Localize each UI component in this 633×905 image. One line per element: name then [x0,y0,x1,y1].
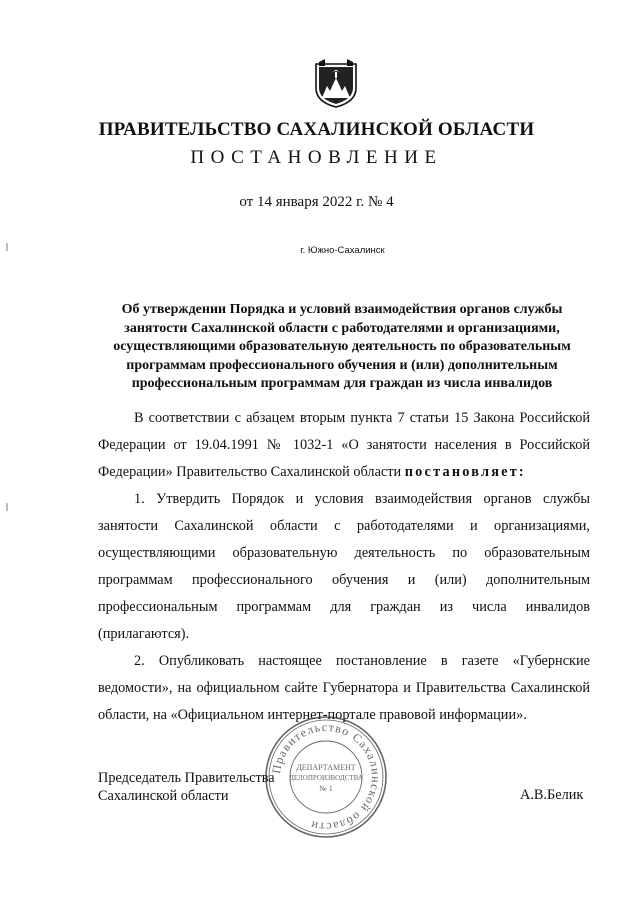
stamp-ring-text: Правительство Сахалинской области [268,719,384,835]
scan-mark [6,503,8,511]
signatory-name: А.В.Белик [520,787,584,803]
signatory-position-line2: Сахалинской области [98,788,229,804]
stamp-center-line3: № 1 [319,784,333,793]
sakhalin-coat-of-arms-icon [313,58,359,108]
scan-mark [6,243,8,251]
document-body [98,405,590,729]
decree-word: постановляет: [404,464,526,480]
government-name: ПРАВИТЕЛЬСТВО САХАЛИНСКОЙ ОБЛАСТИ [98,119,535,140]
signatory-position-line1: Председатель Правительства [98,770,275,786]
stamp-center-line1: ДЕПАРТАМЕНТ [296,763,356,772]
intro-paragraph [98,405,590,486]
intro-text: В соответствии с абзацем вторым пункта 7 статьи 15 Закона Российской Федерации от 19.04.1991 № 1032-1 «О занятости населения в Российской Федерации» Правительство Сахалинской области [98,410,590,480]
item-2-paragraph: 2. Опубликовать настоящее постановление в газете «Губернские ведомости», на официальном сайте Губернатора и Правительства Сахалинской области, на «Официальном интернет-портале правовой информации». [98,653,590,723]
stamp-center-line2: ДЕЛОПРОИЗВОДСТВА [289,774,363,782]
official-stamp [264,715,388,839]
document-subject: Об утверждении Порядка и условий взаимодействия органов службы занятости Сахалинской области с работодателями и организациями, осуществляющими образовательную деятельность по образовательным программам профессионального обучения и (или) дополнительным профессиональным программам для граждан из числа инвалидов [113,302,571,391]
document-date-number: от 14 января 2022 г. № 4 [239,194,394,210]
document-type: ПОСТАНОВЛЕНИЕ [190,147,443,168]
signatory-position [98,769,275,805]
item-1-paragraph: 1. Утвердить Порядок и условия взаимодействия органов службы занятости Сахалинской области с работодателями и организациями, осуществляющими образовательную деятельность по образовательным программам профессионального обучения и (или) дополнительным профессиональным программам для граждан из числа инвалидов (прилагаются). [98,491,590,642]
document-city: г. Южно-Сахалинск [300,245,385,256]
